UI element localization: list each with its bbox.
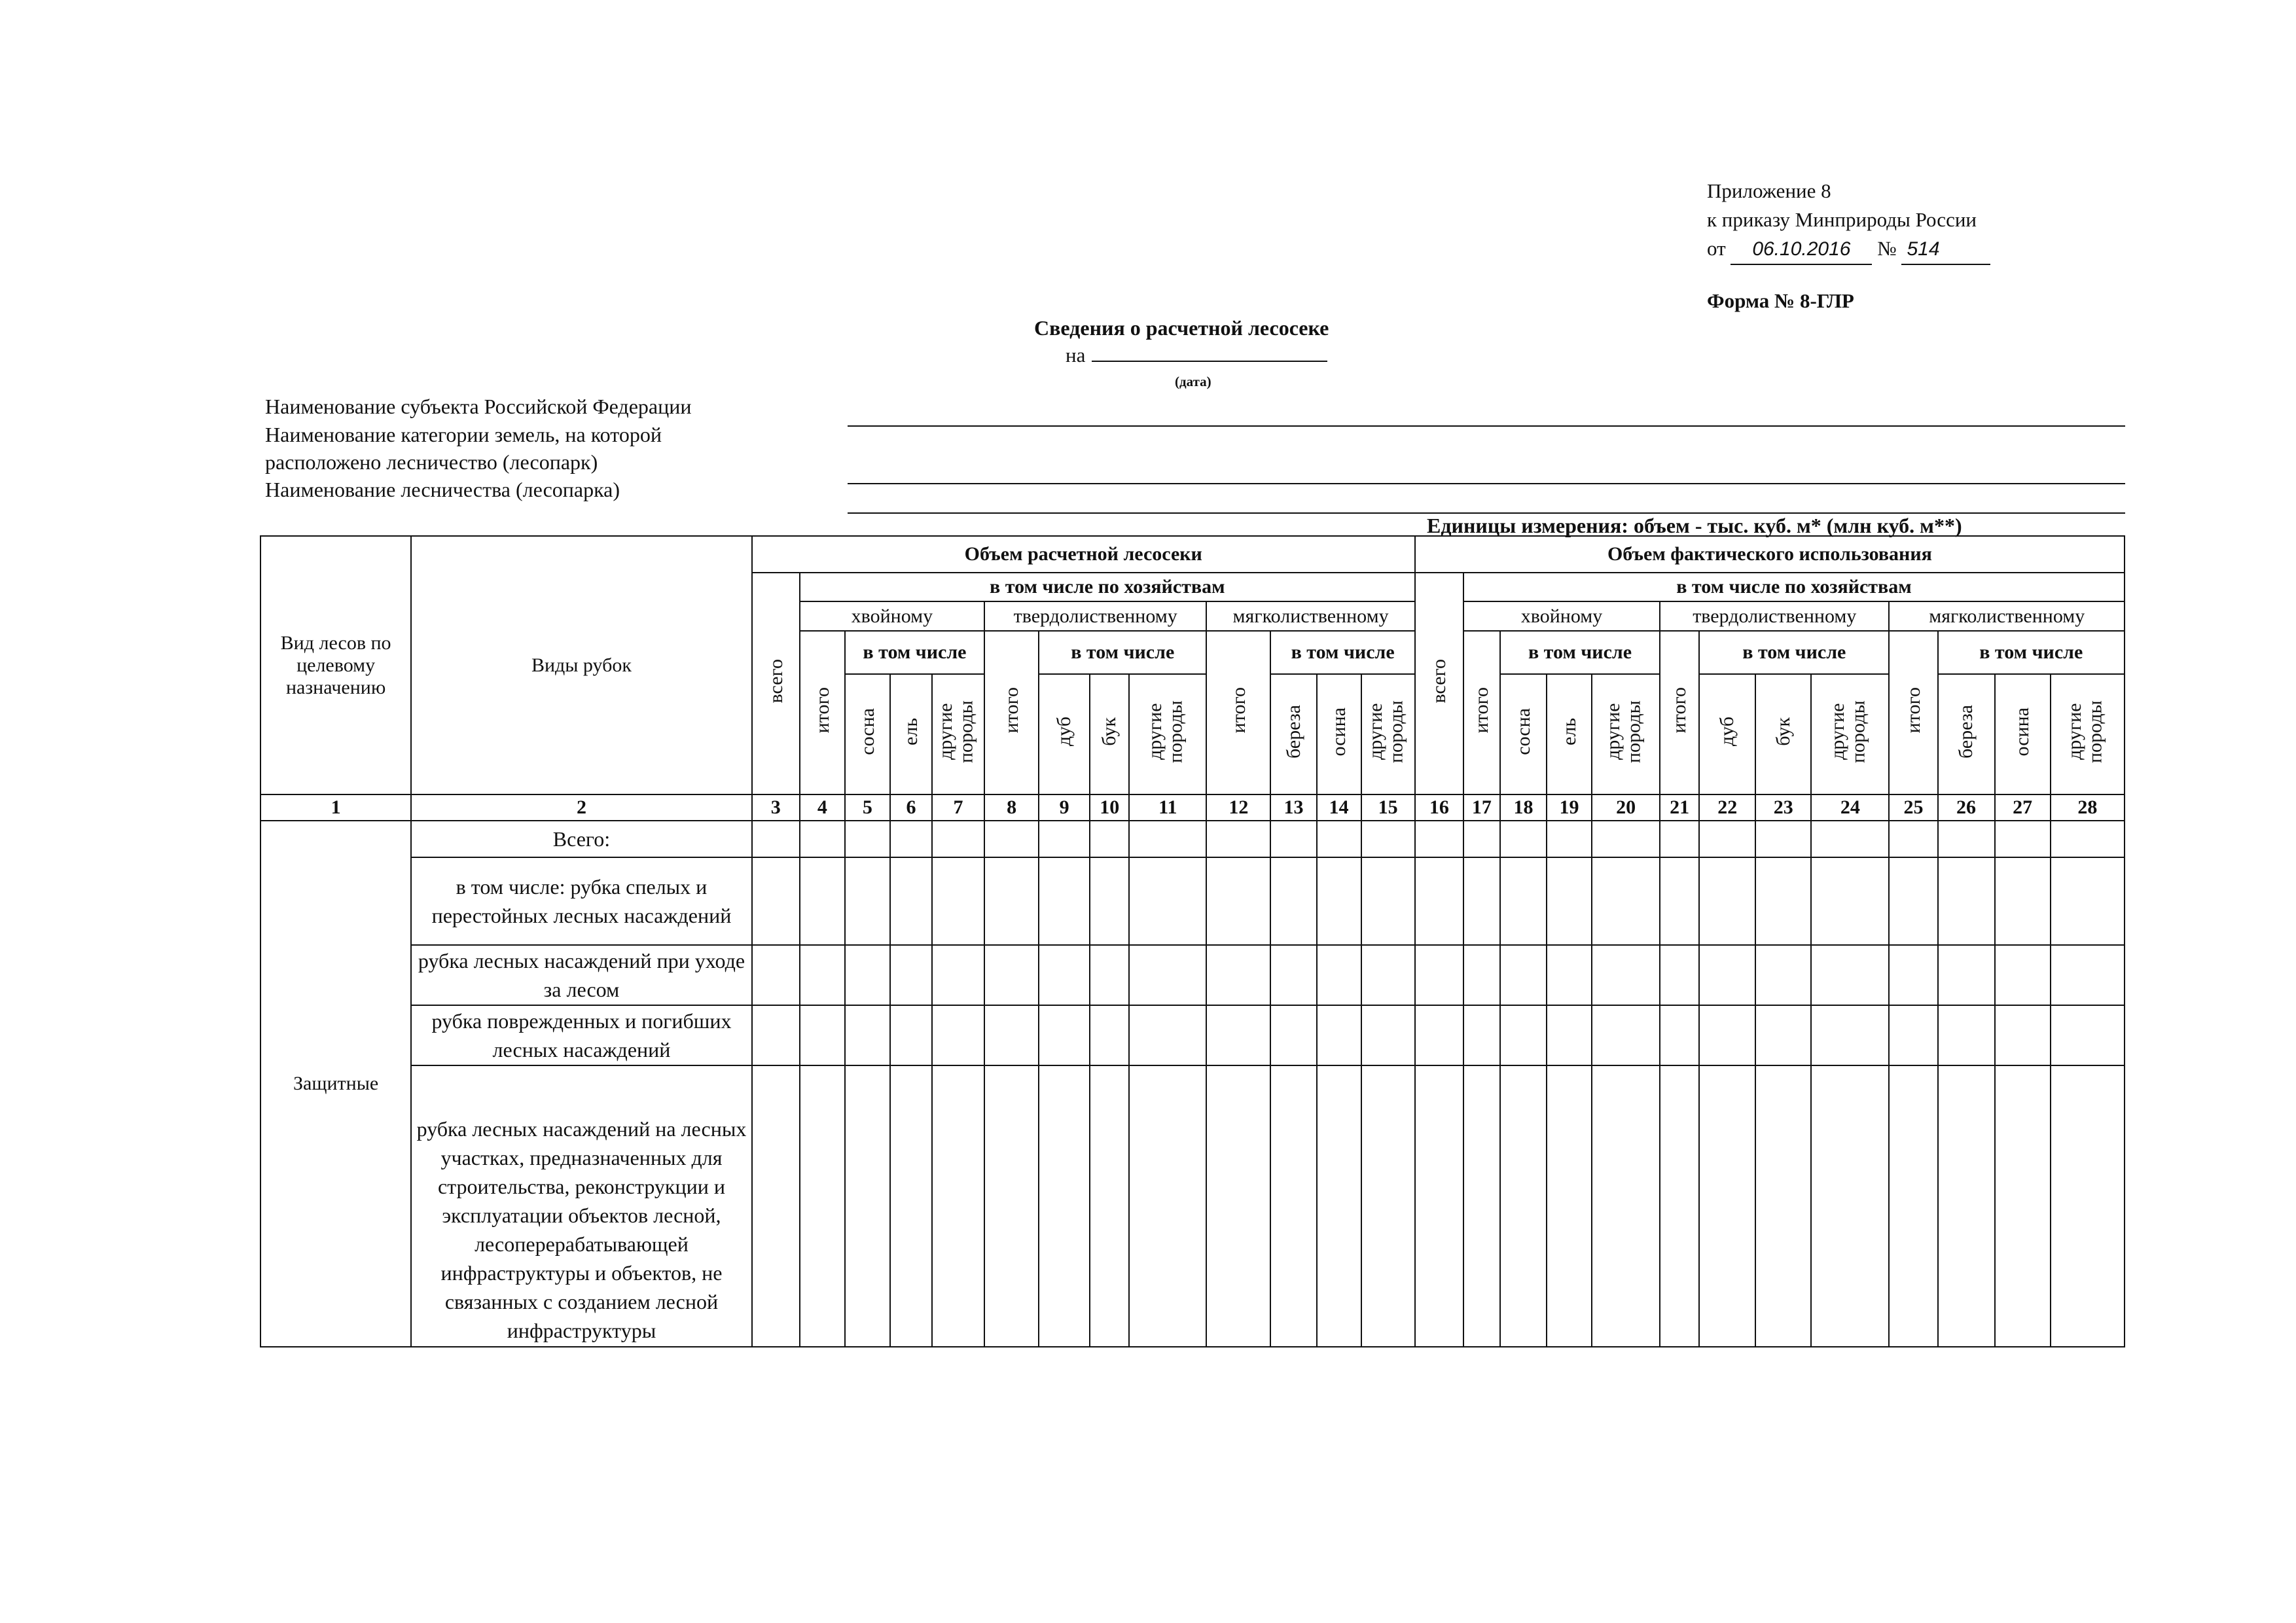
column-number-row xyxy=(260,794,2125,821)
header-subtotal-softwood-2: итого xyxy=(1889,631,1937,794)
column-number: 8 xyxy=(984,794,1039,821)
column-number: 6 xyxy=(890,794,932,821)
data-cell[interactable] xyxy=(1755,1065,1811,1347)
purpose-cell: Защитные xyxy=(260,821,411,1347)
annex-date-line xyxy=(1707,234,1990,265)
column-number: 15 xyxy=(1361,794,1415,821)
data-cell[interactable] xyxy=(1361,1065,1415,1347)
data-cell[interactable] xyxy=(1699,821,1755,857)
data-cell[interactable] xyxy=(1039,1065,1090,1347)
header-including-softwood-2: в том числе xyxy=(1938,631,2125,674)
data-cell[interactable] xyxy=(845,945,890,1005)
column-number: 16 xyxy=(1415,794,1463,821)
data-cell[interactable] xyxy=(1995,945,2051,1005)
data-cell[interactable] xyxy=(1811,821,1889,857)
data-cell[interactable] xyxy=(1090,945,1129,1005)
header-purpose: Вид лесов по целевому назначению xyxy=(260,536,411,794)
data-cell[interactable] xyxy=(1415,821,1463,857)
category-label-1: Наименование категории земель, на которой xyxy=(265,423,662,446)
data-cell[interactable] xyxy=(752,1065,800,1347)
forestry-label: Наименование лесничества (лесопарка) xyxy=(265,478,620,501)
header-hardwood-2: твердолиственному xyxy=(1660,601,1889,631)
data-cell[interactable] xyxy=(1811,1065,1889,1347)
header-softwood-1: мягколиственному xyxy=(1206,601,1414,631)
header-subtotal-conifer-1: итого xyxy=(800,631,845,794)
header-oak-1: дуб xyxy=(1039,674,1090,794)
data-cell[interactable] xyxy=(1592,857,1660,945)
data-cell[interactable] xyxy=(1547,945,1592,1005)
header-other-conifer-1: другие породы xyxy=(932,674,984,794)
header-other-hardwood-1: другие породы xyxy=(1129,674,1206,794)
data-cell[interactable] xyxy=(1995,1005,2051,1065)
data-cell[interactable] xyxy=(1039,857,1090,945)
data-cell[interactable] xyxy=(1090,857,1129,945)
data-cell[interactable] xyxy=(1995,1065,2051,1347)
annex-from-prefix: от xyxy=(1707,237,1726,260)
date-caption: (дата) xyxy=(1175,374,1211,389)
column-number: 20 xyxy=(1592,794,1660,821)
header-including-conifer-1: в том числе xyxy=(845,631,984,674)
data-cell[interactable] xyxy=(1463,1065,1500,1347)
data-cell[interactable] xyxy=(1660,857,1699,945)
column-number: 13 xyxy=(1270,794,1316,821)
data-cell[interactable] xyxy=(800,1065,845,1347)
column-number: 27 xyxy=(1995,794,2051,821)
data-cell[interactable] xyxy=(1592,945,1660,1005)
header-subtotal-hardwood-1: итого xyxy=(984,631,1039,794)
harvest-volume-table xyxy=(260,535,2125,1347)
data-cell[interactable] xyxy=(1463,945,1500,1005)
header-including-conifer-2: в том числе xyxy=(1500,631,1660,674)
data-cell[interactable] xyxy=(1592,1005,1660,1065)
annex-line-1: Приложение 8 xyxy=(1707,179,1831,202)
table-row xyxy=(260,1005,2125,1065)
data-cell[interactable] xyxy=(1206,857,1270,945)
data-cell[interactable] xyxy=(800,857,845,945)
data-cell[interactable] xyxy=(1317,857,1361,945)
header-by-farms-1: в том числе по хозяйствам xyxy=(800,573,1415,601)
data-cell[interactable] xyxy=(2051,821,2125,857)
data-cell[interactable] xyxy=(1889,945,1937,1005)
column-number: 3 xyxy=(752,794,800,821)
annex-date-handwritten: 06.10.2016 xyxy=(1731,235,1872,265)
data-cell[interactable] xyxy=(1500,1065,1547,1347)
column-number: 22 xyxy=(1699,794,1755,821)
data-cell[interactable] xyxy=(984,821,1039,857)
data-cell[interactable] xyxy=(1270,1005,1316,1065)
column-number: 21 xyxy=(1660,794,1699,821)
column-number: 9 xyxy=(1039,794,1090,821)
header-including-softwood-1: в том числе xyxy=(1270,631,1414,674)
data-cell[interactable] xyxy=(932,857,984,945)
data-cell[interactable] xyxy=(1889,821,1937,857)
column-number: 14 xyxy=(1317,794,1361,821)
data-cell[interactable] xyxy=(1415,1005,1463,1065)
header-softwood-2: мягколиственному xyxy=(1889,601,2125,631)
data-cell[interactable] xyxy=(1995,857,2051,945)
column-number: 28 xyxy=(2051,794,2125,821)
data-cell[interactable] xyxy=(1129,1005,1206,1065)
header-pine-2: сосна xyxy=(1500,674,1547,794)
column-number: 24 xyxy=(1811,794,1889,821)
data-cell[interactable] xyxy=(1039,1005,1090,1065)
data-cell[interactable] xyxy=(1463,821,1500,857)
data-cell[interactable] xyxy=(1270,857,1316,945)
date-on-label: на xyxy=(1066,344,1086,366)
data-cell[interactable] xyxy=(752,821,800,857)
data-cell[interactable] xyxy=(1755,1005,1811,1065)
data-cell[interactable] xyxy=(1938,821,1995,857)
data-cell[interactable] xyxy=(1699,1065,1755,1347)
table-row xyxy=(260,857,2125,945)
header-group-actual-use: Объем фактического использования xyxy=(1415,536,2125,573)
header-subtotal-conifer-2: итого xyxy=(1463,631,1500,794)
data-cell[interactable] xyxy=(845,1065,890,1347)
date-blank-line xyxy=(1092,344,1327,362)
header-aspen-1: осина xyxy=(1317,674,1361,794)
data-cell[interactable] xyxy=(1500,1005,1547,1065)
data-cell[interactable] xyxy=(1755,857,1811,945)
column-number: 5 xyxy=(845,794,890,821)
column-number: 17 xyxy=(1463,794,1500,821)
column-number: 26 xyxy=(1938,794,1995,821)
header-other-softwood-1: другие породы xyxy=(1361,674,1415,794)
header-birch-2: береза xyxy=(1938,674,1995,794)
data-cell[interactable] xyxy=(1889,857,1937,945)
header-aspen-2: осина xyxy=(1995,674,2051,794)
column-number: 25 xyxy=(1889,794,1937,821)
data-cell[interactable] xyxy=(890,945,932,1005)
data-cell[interactable] xyxy=(890,857,932,945)
data-cell[interactable] xyxy=(1699,1005,1755,1065)
data-cell[interactable] xyxy=(1361,1005,1415,1065)
data-cell[interactable] xyxy=(1361,857,1415,945)
data-cell[interactable] xyxy=(1415,1065,1463,1347)
data-cell[interactable] xyxy=(1039,821,1090,857)
data-cell[interactable] xyxy=(932,1005,984,1065)
data-cell[interactable] xyxy=(1547,857,1592,945)
data-cell[interactable] xyxy=(2051,945,2125,1005)
header-conifer-2: хвойному xyxy=(1463,601,1660,631)
header-oak-2: дуб xyxy=(1699,674,1755,794)
data-cell[interactable] xyxy=(1755,821,1811,857)
data-cell[interactable] xyxy=(1889,1005,1937,1065)
data-cell[interactable] xyxy=(1938,1005,1995,1065)
column-number: 2 xyxy=(411,794,752,821)
data-cell[interactable] xyxy=(1270,945,1316,1005)
data-cell[interactable] xyxy=(1592,821,1660,857)
table-row xyxy=(260,945,2125,1005)
data-cell[interactable] xyxy=(1811,945,1889,1005)
data-cell[interactable] xyxy=(1270,1065,1316,1347)
column-number: 4 xyxy=(800,794,845,821)
date-line xyxy=(1066,344,1327,367)
header-other-hardwood-2: другие породы xyxy=(1811,674,1889,794)
form-number: Форма № 8-ГЛР xyxy=(1707,289,1854,312)
data-cell[interactable] xyxy=(1547,1065,1592,1347)
header-group-estimated-volume: Объем расчетной лесосеки xyxy=(752,536,1415,573)
data-cell[interactable] xyxy=(932,945,984,1005)
data-cell[interactable] xyxy=(1039,945,1090,1005)
annex-line-2: к приказу Минприроды России xyxy=(1707,208,1977,231)
annex-block xyxy=(1707,177,1990,265)
data-cell[interactable] xyxy=(1660,945,1699,1005)
header-spruce-2: ель xyxy=(1547,674,1592,794)
data-cell[interactable] xyxy=(752,1005,800,1065)
annex-number-handwritten: 514 xyxy=(1901,235,1990,265)
data-cell[interactable] xyxy=(1699,945,1755,1005)
column-number: 7 xyxy=(932,794,984,821)
data-cell[interactable] xyxy=(1660,821,1699,857)
data-cell[interactable] xyxy=(1361,945,1415,1005)
data-cell[interactable] xyxy=(1592,1065,1660,1347)
data-cell[interactable] xyxy=(1463,857,1500,945)
data-cell[interactable] xyxy=(1090,821,1129,857)
data-cell[interactable] xyxy=(890,1005,932,1065)
column-number: 10 xyxy=(1090,794,1129,821)
data-cell[interactable] xyxy=(1270,821,1316,857)
data-cell[interactable] xyxy=(1129,945,1206,1005)
category-fill-line xyxy=(848,483,2125,484)
data-cell[interactable] xyxy=(1415,945,1463,1005)
header-subtotal-hardwood-2: итого xyxy=(1660,631,1699,794)
cutting-kind-cell: Всего: xyxy=(411,821,752,857)
data-cell[interactable] xyxy=(1129,821,1206,857)
data-cell[interactable] xyxy=(984,1005,1039,1065)
table-row xyxy=(260,1065,2125,1347)
header-beech-2: бук xyxy=(1755,674,1811,794)
data-cell[interactable] xyxy=(1755,945,1811,1005)
subject-label: Наименование субъекта Российской Федерации xyxy=(265,395,692,418)
data-cell[interactable] xyxy=(1938,945,1995,1005)
data-cell[interactable] xyxy=(1889,1065,1937,1347)
units-note: Единицы измерения: объем - тыс. куб. м* (млн куб. м**) xyxy=(1427,514,1962,537)
data-cell[interactable] xyxy=(932,821,984,857)
data-cell[interactable] xyxy=(890,1065,932,1347)
data-cell[interactable] xyxy=(1206,1065,1270,1347)
data-cell[interactable] xyxy=(1090,1065,1129,1347)
data-cell[interactable] xyxy=(1361,821,1415,857)
data-cell[interactable] xyxy=(1317,1005,1361,1065)
header-other-softwood-2: другие породы xyxy=(2051,674,2125,794)
cutting-kind-cell: в том числе: рубка спелых и перестойных лесных насаждений xyxy=(411,857,752,945)
data-cell[interactable] xyxy=(752,857,800,945)
cutting-kind-cell: рубка поврежденных и погибших лесных насаждений xyxy=(411,1005,752,1065)
data-cell[interactable] xyxy=(984,945,1039,1005)
data-cell[interactable] xyxy=(1938,1065,1995,1347)
data-cell[interactable] xyxy=(1811,857,1889,945)
data-cell[interactable] xyxy=(845,821,890,857)
data-cell[interactable] xyxy=(984,1065,1039,1347)
data-cell[interactable] xyxy=(2051,1005,2125,1065)
document-title: Сведения о расчетной лесосеке xyxy=(1034,316,1329,340)
column-number: 23 xyxy=(1755,794,1811,821)
data-cell[interactable] xyxy=(1500,857,1547,945)
column-number: 12 xyxy=(1206,794,1270,821)
column-number: 1 xyxy=(260,794,411,821)
header-by-farms-2: в том числе по хозяйствам xyxy=(1463,573,2125,601)
data-cell[interactable] xyxy=(890,821,932,857)
subject-fill-line xyxy=(848,425,2125,427)
data-cell[interactable] xyxy=(800,1005,845,1065)
data-cell[interactable] xyxy=(1811,1005,1889,1065)
column-number: 18 xyxy=(1500,794,1547,821)
header-including-hardwood-1: в том числе xyxy=(1039,631,1206,674)
data-cell[interactable] xyxy=(2051,857,2125,945)
data-cell[interactable] xyxy=(1547,1005,1592,1065)
data-cell[interactable] xyxy=(1699,857,1755,945)
data-cell[interactable] xyxy=(1938,857,1995,945)
table-row xyxy=(260,821,2125,857)
header-pine-1: сосна xyxy=(845,674,890,794)
cutting-kind-cell: рубка лесных насаждений на лесных участках, предназначенных для строительства, реконструкции и эксплуатации объектов лесной, лесоперерабатывающей инфраструктуры и объектов, не связанных с созданием лесной инфраструктуры xyxy=(411,1065,752,1347)
data-cell[interactable] xyxy=(1500,821,1547,857)
data-cell[interactable] xyxy=(845,1005,890,1065)
column-number: 11 xyxy=(1129,794,1206,821)
data-cell[interactable] xyxy=(1317,821,1361,857)
data-cell[interactable] xyxy=(1090,1005,1129,1065)
header-total-2: всего xyxy=(1415,573,1463,794)
data-cell[interactable] xyxy=(1463,1005,1500,1065)
header-birch-1: береза xyxy=(1270,674,1316,794)
category-label-2: расположено лесничество (лесопарк) xyxy=(265,450,598,474)
header-total-1: всего xyxy=(752,573,800,794)
header-subtotal-softwood-1: итого xyxy=(1206,631,1270,794)
data-cell[interactable] xyxy=(800,945,845,1005)
data-cell[interactable] xyxy=(1547,821,1592,857)
header-beech-1: бук xyxy=(1090,674,1129,794)
header-including-hardwood-2: в том числе xyxy=(1699,631,1889,674)
data-cell[interactable] xyxy=(1317,1065,1361,1347)
data-cell[interactable] xyxy=(1415,857,1463,945)
data-cell[interactable] xyxy=(1206,1005,1270,1065)
data-cell[interactable] xyxy=(1660,1005,1699,1065)
data-cell[interactable] xyxy=(1317,945,1361,1005)
data-cell[interactable] xyxy=(932,1065,984,1347)
annex-number-sign: № xyxy=(1877,237,1897,260)
header-cutting-types: Виды рубок xyxy=(411,536,752,794)
header-conifer-1: хвойному xyxy=(800,601,984,631)
data-cell[interactable] xyxy=(1129,857,1206,945)
data-cell[interactable] xyxy=(800,821,845,857)
data-cell[interactable] xyxy=(1206,821,1270,857)
header-hardwood-1: твердолиственному xyxy=(984,601,1206,631)
header-other-conifer-2: другие породы xyxy=(1592,674,1660,794)
data-cell[interactable] xyxy=(2051,1065,2125,1347)
header-spruce-1: ель xyxy=(890,674,932,794)
data-cell[interactable] xyxy=(1500,945,1547,1005)
data-cell[interactable] xyxy=(1206,945,1270,1005)
data-cell[interactable] xyxy=(1660,1065,1699,1347)
data-cell[interactable] xyxy=(984,857,1039,945)
column-number: 19 xyxy=(1547,794,1592,821)
data-cell[interactable] xyxy=(845,857,890,945)
data-cell[interactable] xyxy=(1995,821,2051,857)
cutting-kind-cell: рубка лесных насаждений при уходе за лесом xyxy=(411,945,752,1005)
data-cell[interactable] xyxy=(1129,1065,1206,1347)
data-cell[interactable] xyxy=(752,945,800,1005)
